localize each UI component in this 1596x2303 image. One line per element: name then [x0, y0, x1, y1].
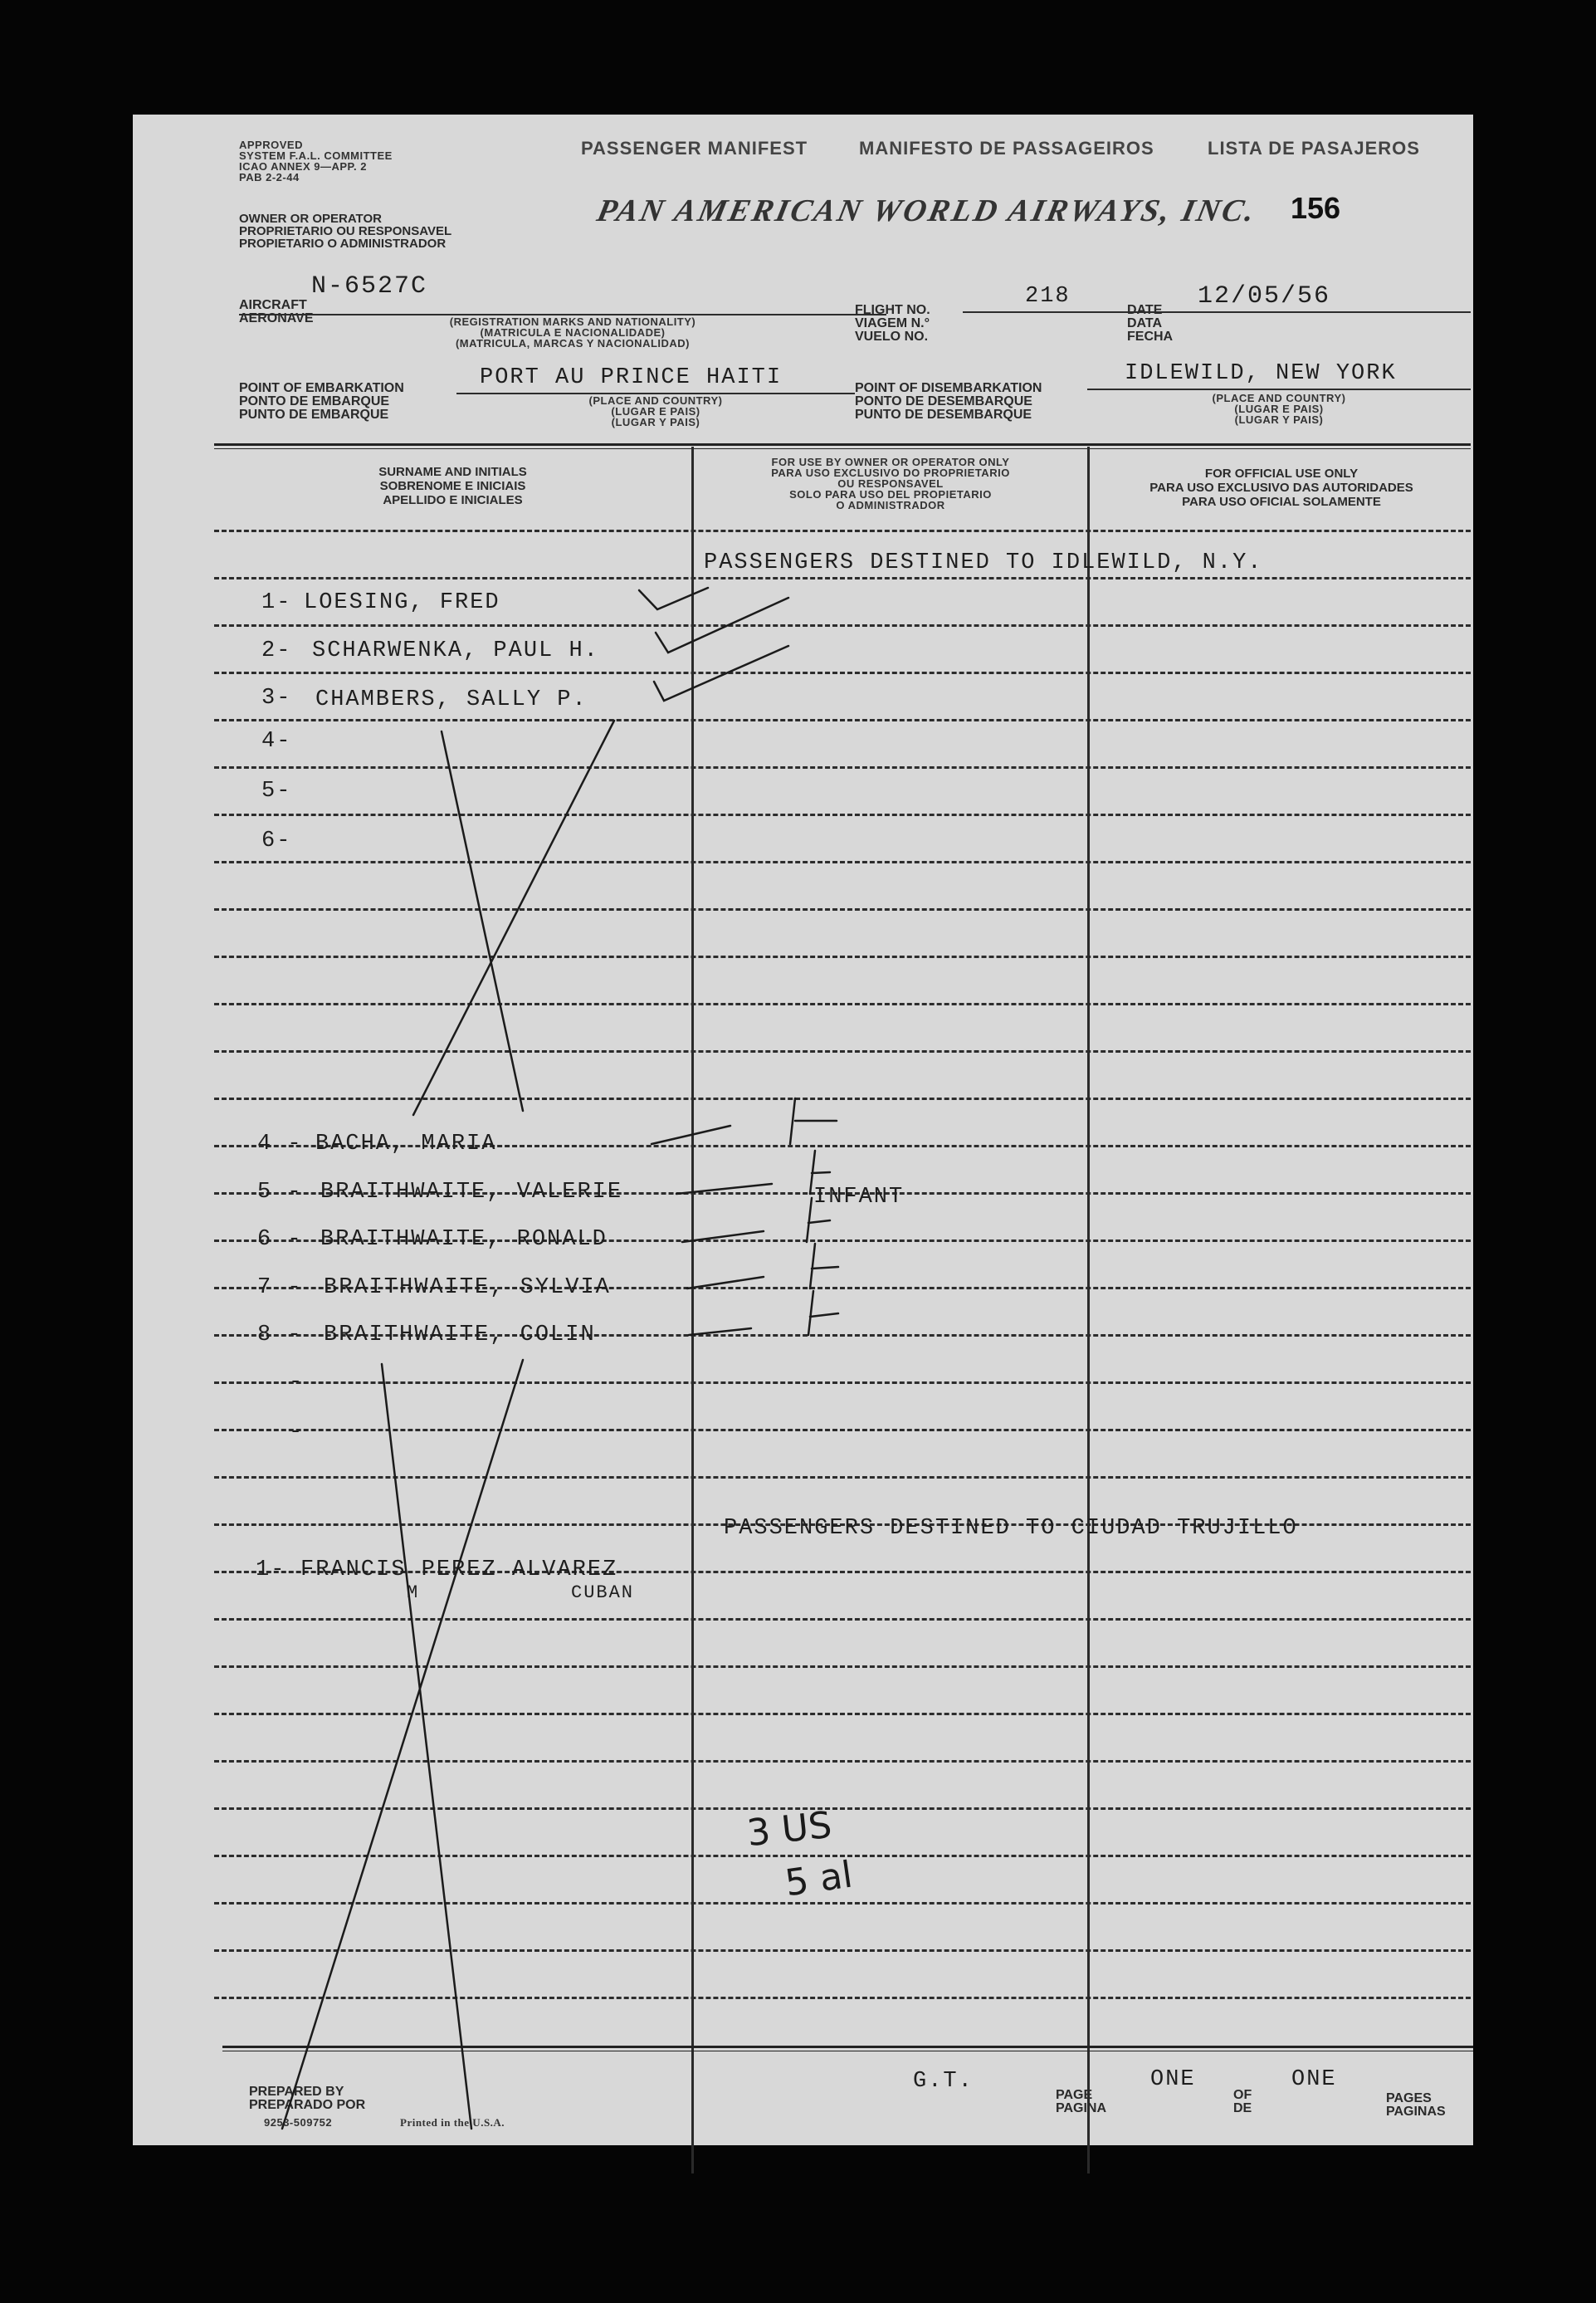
column-header-line: SOLO PARA USO DEL PROPIETARIO	[789, 488, 992, 501]
owner-label-line: PROPIETARIO O ADMINISTRADOR	[239, 237, 447, 251]
list-item-number: 4 -	[257, 1132, 303, 1156]
list-item-number: 6-	[261, 829, 292, 853]
aircraft-sublabel-line: (MATRICULA, MARCAS Y NACIONALIDAD)	[455, 337, 691, 350]
list-item-number: 2-	[261, 638, 292, 663]
a-mark	[790, 1098, 837, 1144]
passenger-name: LOESING, FRED	[304, 590, 500, 615]
flight-label-line: VUELO NO.	[855, 330, 929, 344]
passenger-note: INFANT	[813, 1185, 905, 1210]
owner-label-line: PROPRIETARIO OU RESPONSAVEL	[239, 224, 452, 238]
column-header-line: APELLIDO E INICIALES	[383, 493, 523, 507]
column-header-line: SOBRENOME E INICIAIS	[379, 479, 526, 493]
handwritten-tally-line2: 5 al	[782, 1853, 856, 1905]
list-item-number: 3-	[261, 686, 292, 711]
handwritten-marks	[133, 115, 1473, 2145]
printed-in-usa: Printed in the U.S.A.	[400, 2116, 505, 2129]
owner-label-line: OWNER OR OPERATOR	[239, 212, 382, 226]
form-number: 9253-509752	[264, 2116, 333, 2129]
dash-mark	[652, 1126, 730, 1144]
list-item-number: 5-	[261, 779, 292, 804]
passenger-name: BACHA, MARIA	[315, 1132, 497, 1156]
date-label-line: DATE	[1127, 303, 1163, 317]
page-label-line: PAGE	[1056, 2088, 1093, 2102]
passenger-name: CHAMBERS, SALLY P.	[315, 687, 588, 712]
column-header-line: FOR USE BY OWNER OR OPERATOR ONLY	[771, 456, 1010, 468]
pages-label-line: PAGES	[1386, 2091, 1432, 2105]
column-header-line: PARA USO EXCLUSIVO DO PROPRIETARIO	[771, 467, 1010, 479]
disembarkation-sublabel-line: (LUGAR Y PAIS)	[1234, 413, 1324, 426]
prepared-by-line: PREPARADO POR	[249, 2098, 366, 2112]
column-header-line: FOR OFFICIAL USE ONLY	[1204, 467, 1359, 481]
of-label-line: OF	[1233, 2088, 1252, 2102]
disembarkation-label-line: PONTO DE DESEMBARQUE	[855, 394, 1032, 408]
embarkation-value: PORT AU PRINCE HAITI	[480, 365, 783, 390]
disembarkation-value: IDLEWILD, NEW YORK	[1125, 361, 1397, 386]
of-label-line: DE	[1233, 2101, 1252, 2115]
preparer-initials: G.T.	[913, 2069, 974, 2094]
list-item-number: 7 -	[257, 1275, 303, 1300]
checkmark-icon	[656, 598, 788, 653]
cross-out-stroke	[442, 731, 523, 1111]
embarkation-label-line: PUNTO DE EMBARQUE	[239, 408, 389, 422]
date-value: 12/05/56	[1198, 282, 1331, 310]
embarkation-sublabel-line: (LUGAR E PAIS)	[611, 405, 700, 418]
column-header-line: PARA USO EXCLUSIVO DAS AUTORIDADES	[1149, 481, 1413, 495]
disembarkation-label-line: PUNTO DE DESEMBARQUE	[855, 408, 1032, 422]
disembarkation-sublabel-line: (PLACE AND COUNTRY)	[1212, 392, 1346, 404]
column-header-line: O ADMINISTRADOR	[836, 499, 945, 511]
section-heading-idlewild: PASSENGERS DESTINED TO IDLEWILD, N.Y.	[704, 550, 1263, 575]
checkmark-icon	[639, 588, 708, 609]
aircraft-sublabel-line: (MATRICULA E NACIONALIDADE)	[480, 326, 666, 339]
date-label-line: FECHA	[1127, 330, 1174, 344]
aircraft-label-line: AIRCRAFT	[239, 298, 307, 312]
dash-mark	[687, 1277, 764, 1288]
cross-out-stroke	[382, 1364, 471, 2129]
list-item-number: 4-	[261, 729, 292, 754]
passenger-nationality: CUBAN	[571, 1582, 635, 1603]
checkmark-icon	[654, 646, 788, 701]
passenger-name: BRAITHWAITE, SYLVIA	[324, 1275, 611, 1300]
approval-line: ICAO ANNEX 9—APP. 2	[239, 160, 367, 173]
dash-mark	[689, 1328, 751, 1335]
prepared-by-line: PREPARED BY	[249, 2085, 344, 2099]
list-item-number: -	[289, 1420, 305, 1445]
embarkation-label-line: PONTO DE EMBARQUE	[239, 394, 390, 408]
passenger-sex: M	[407, 1582, 420, 1603]
flight-label-line: FLIGHT NO.	[855, 303, 930, 317]
list-item-number: 8 -	[257, 1323, 303, 1347]
approval-line: APPROVED	[239, 139, 303, 151]
column-header-line: PARA USO OFICIAL SOLAMENTE	[1182, 495, 1381, 509]
cross-out-stroke	[413, 721, 614, 1115]
a-mark	[808, 1291, 838, 1335]
a-mark	[810, 1244, 838, 1288]
list-item-number: 6 -	[257, 1227, 303, 1252]
passenger-name: BRAITHWAITE, RONALD	[320, 1227, 608, 1252]
list-item-number: 1-	[261, 590, 292, 615]
aircraft-value: N-6527C	[311, 272, 428, 301]
flight-value: 218	[1025, 284, 1071, 309]
column-header-line: OU RESPONSAVEL	[837, 477, 944, 490]
section-heading-trujillo: PASSENGERS DESTINED TO CIUDAD TRUJILLO	[724, 1516, 1298, 1541]
passenger-name: BRAITHWAITE, VALERIE	[320, 1180, 623, 1205]
date-label-line: DATA	[1127, 316, 1163, 330]
manifest-sheet	[133, 115, 1473, 2145]
embarkation-sublabel-line: (PLACE AND COUNTRY)	[588, 394, 723, 407]
page-number-value: ONE	[1150, 2067, 1196, 2092]
list-item-number: 5 -	[257, 1180, 303, 1205]
page-total-value: ONE	[1291, 2067, 1337, 2092]
passenger-name: FRANCIS PEREZ ALVAREZ	[300, 1557, 618, 1582]
list-item-number: -	[289, 1370, 305, 1395]
approval-line: PAB 2-2-44	[239, 171, 300, 183]
dash-mark	[682, 1231, 764, 1242]
embarkation-sublabel-line: (LUGAR Y PAIS)	[611, 416, 700, 428]
page-label-line: PAGINA	[1056, 2101, 1107, 2115]
cross-out-stroke	[282, 1360, 523, 2129]
flight-label-line: VIAGEM N.°	[855, 316, 930, 330]
dash-mark	[676, 1184, 772, 1194]
a-mark	[807, 1198, 830, 1242]
aircraft-sublabel-line: (REGISTRATION MARKS AND NATIONALITY)	[449, 315, 696, 328]
aircraft-label-line: AERONAVE	[239, 311, 314, 325]
column-header-line: SURNAME AND INITIALS	[378, 465, 527, 479]
pages-label-line: PAGINAS	[1386, 2105, 1446, 2119]
passenger-name: SCHARWENKA, PAUL H.	[312, 638, 599, 663]
airline-name: PAN AMERICAN WORLD AIRWAYS, INC.	[593, 193, 1261, 228]
a-mark	[810, 1151, 830, 1194]
approval-line: SYSTEM F.A.L. COMMITTEE	[239, 149, 393, 162]
page-stamp-number: 156	[1291, 191, 1341, 225]
passenger-name: BRAITHWAITE, COLIN	[324, 1323, 596, 1347]
disembarkation-sublabel-line: (LUGAR E PAIS)	[1234, 403, 1324, 415]
manifest-title-en: PASSENGER MANIFEST	[581, 138, 808, 159]
manifest-title-pt: MANIFESTO DE PASSAGEIROS	[859, 138, 1154, 159]
embarkation-label-line: POINT OF EMBARKATION	[239, 381, 404, 395]
disembarkation-label-line: POINT OF DISEMBARKATION	[855, 381, 1042, 395]
handwritten-tally-line1: 3 US	[744, 1803, 834, 1856]
list-item-number: 1-	[256, 1557, 286, 1582]
manifest-title-es: LISTA DE PASAJEROS	[1208, 138, 1420, 159]
